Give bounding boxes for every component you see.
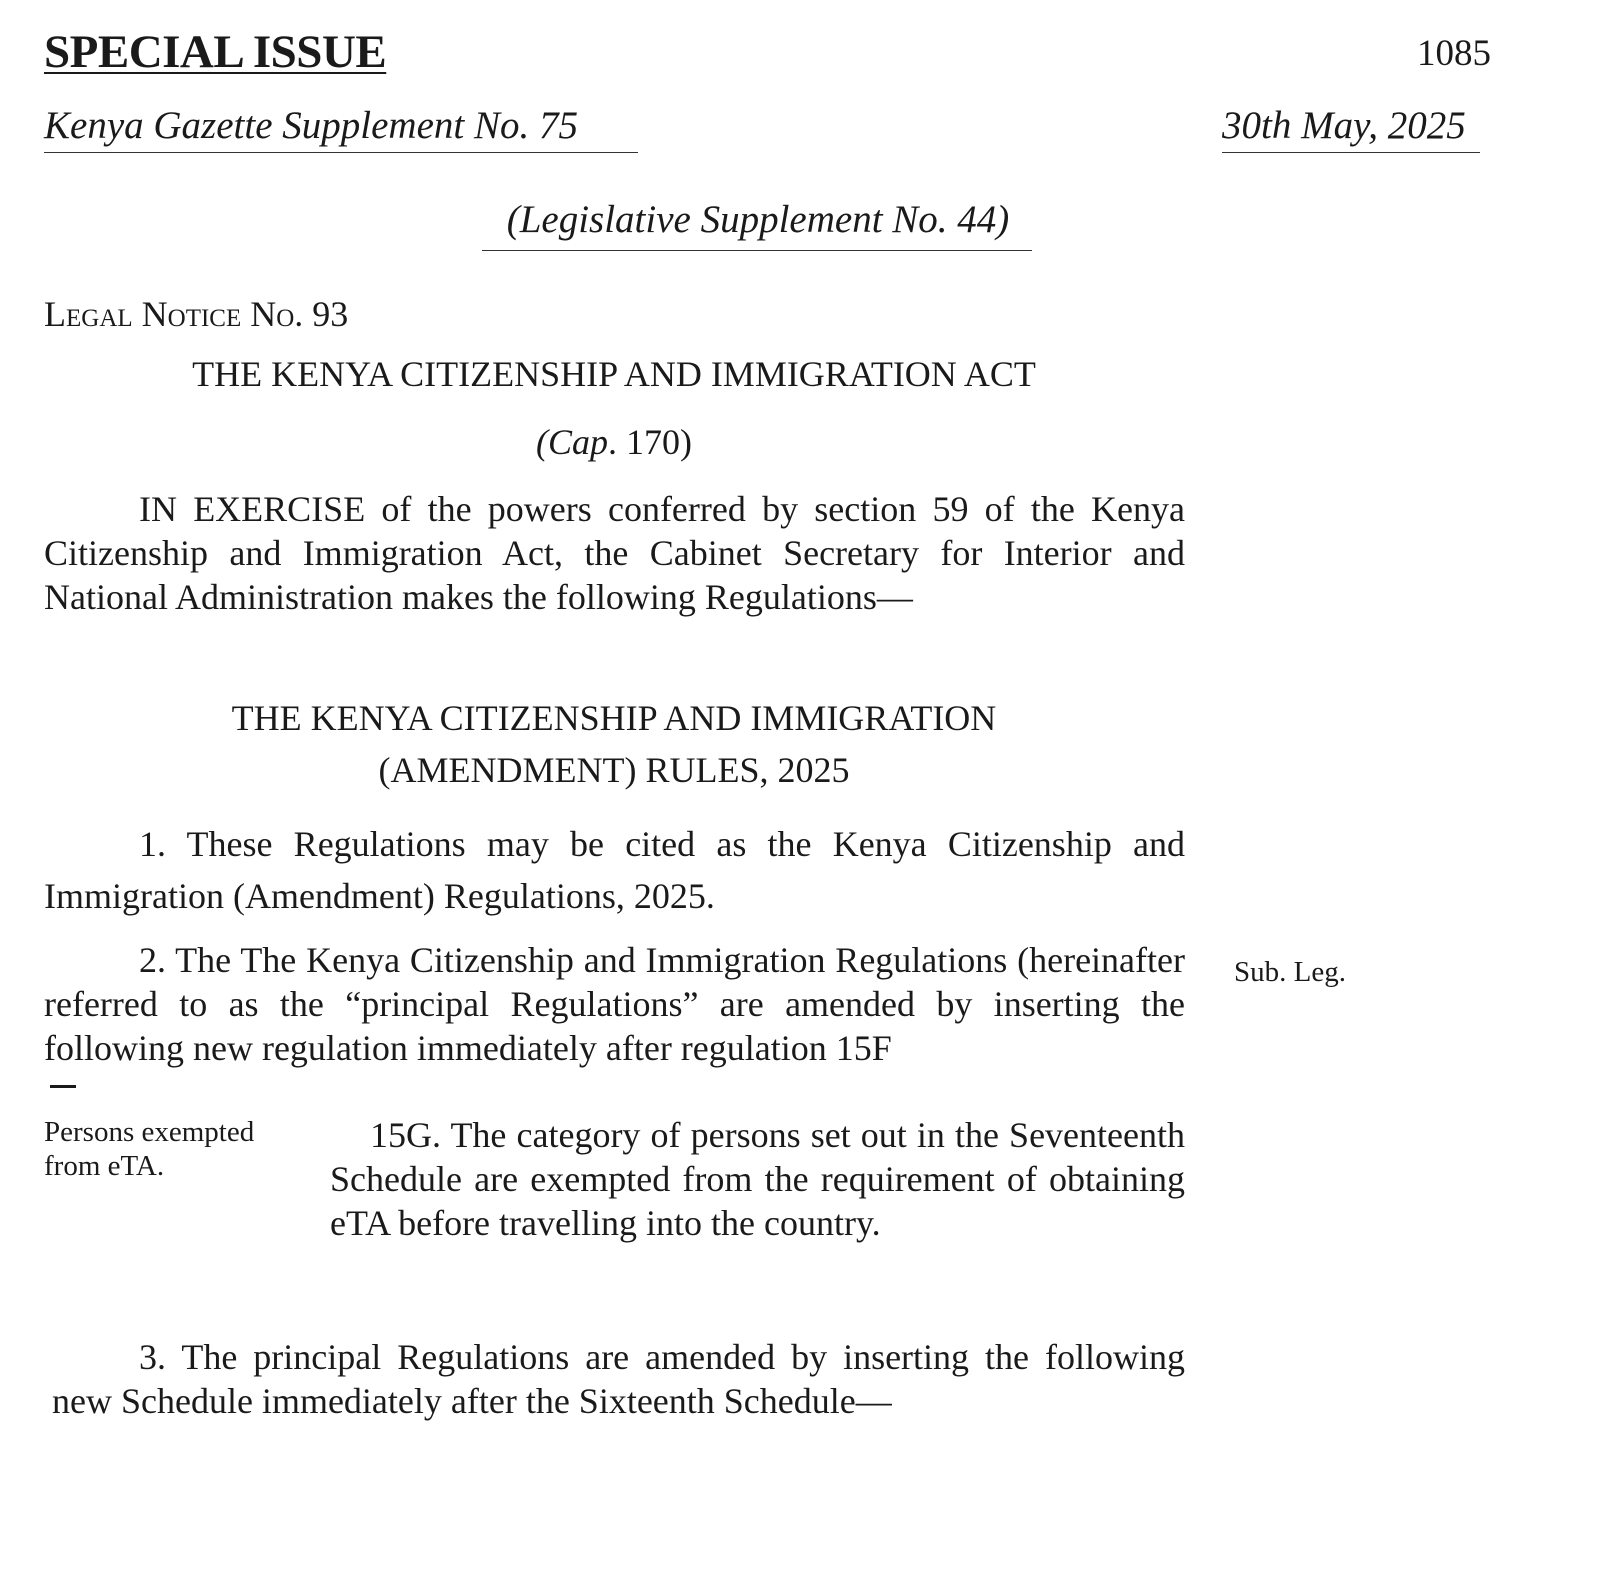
legal-notice-number: Legal Notice No. 93 (44, 294, 349, 334)
side-note-line-1: Persons exempted (44, 1116, 255, 1148)
clause-3: 3. The principal Regulations are amended by inserting the following new Schedule immediately after the Sixteenth Schedule— (52, 1337, 1185, 1421)
act-title: THE KENYA CITIZENSHIP AND IMMIGRATION ACT (192, 354, 1036, 394)
legislative-supplement-rule (482, 250, 1032, 251)
legislative-supplement: (Legislative Supplement No. 44) (506, 198, 1010, 241)
special-issue-heading: SPECIAL ISSUE (44, 26, 387, 78)
gazette-supplement-title: Kenya Gazette Supplement No. 75 (44, 100, 638, 153)
cap-reference (44, 420, 1184, 464)
regulation-15g: 15G. The category of persons set out in the Seventeenth Schedule are exempted from the requirement of obtaining eTA before travelling into the country. (330, 1115, 1185, 1243)
clause-1: 1. These Regulations may be cited as the Kenya Citizenship and Immigration (Amendment) Regulations, 2025. (44, 824, 1185, 916)
side-note-sub-leg: Sub. Leg. (1234, 956, 1346, 988)
cap-label: (Cap (536, 422, 608, 462)
rules-title-line-2: (AMENDMENT) RULES, 2025 (378, 750, 850, 790)
side-note-line-2: from eTA. (44, 1150, 165, 1182)
rules-title-line-1: THE KENYA CITIZENSHIP AND IMMIGRATION (231, 698, 997, 738)
page-number: 1085 (1417, 33, 1491, 74)
gazette-date: 30th May, 2025 (1222, 100, 1480, 153)
preamble-paragraph: IN EXERCISE of the powers conferred by section 59 of the Kenya Citizenship and Immigration Act, the Cabinet Secretary for Interior and National Administration makes the following Regulations— (44, 489, 1185, 617)
side-note-persons-exempted (44, 1115, 254, 1183)
rules-title (44, 692, 1184, 796)
clause-2-dash (50, 1085, 76, 1088)
clause-2: 2. The The Kenya Citizenship and Immigration Regulations (hereinafter referred to as the “principal Regulations” are amended by inserting the following new regulation immediately after regulation 15F (44, 940, 1185, 1068)
cap-number: . 170) (608, 422, 692, 462)
